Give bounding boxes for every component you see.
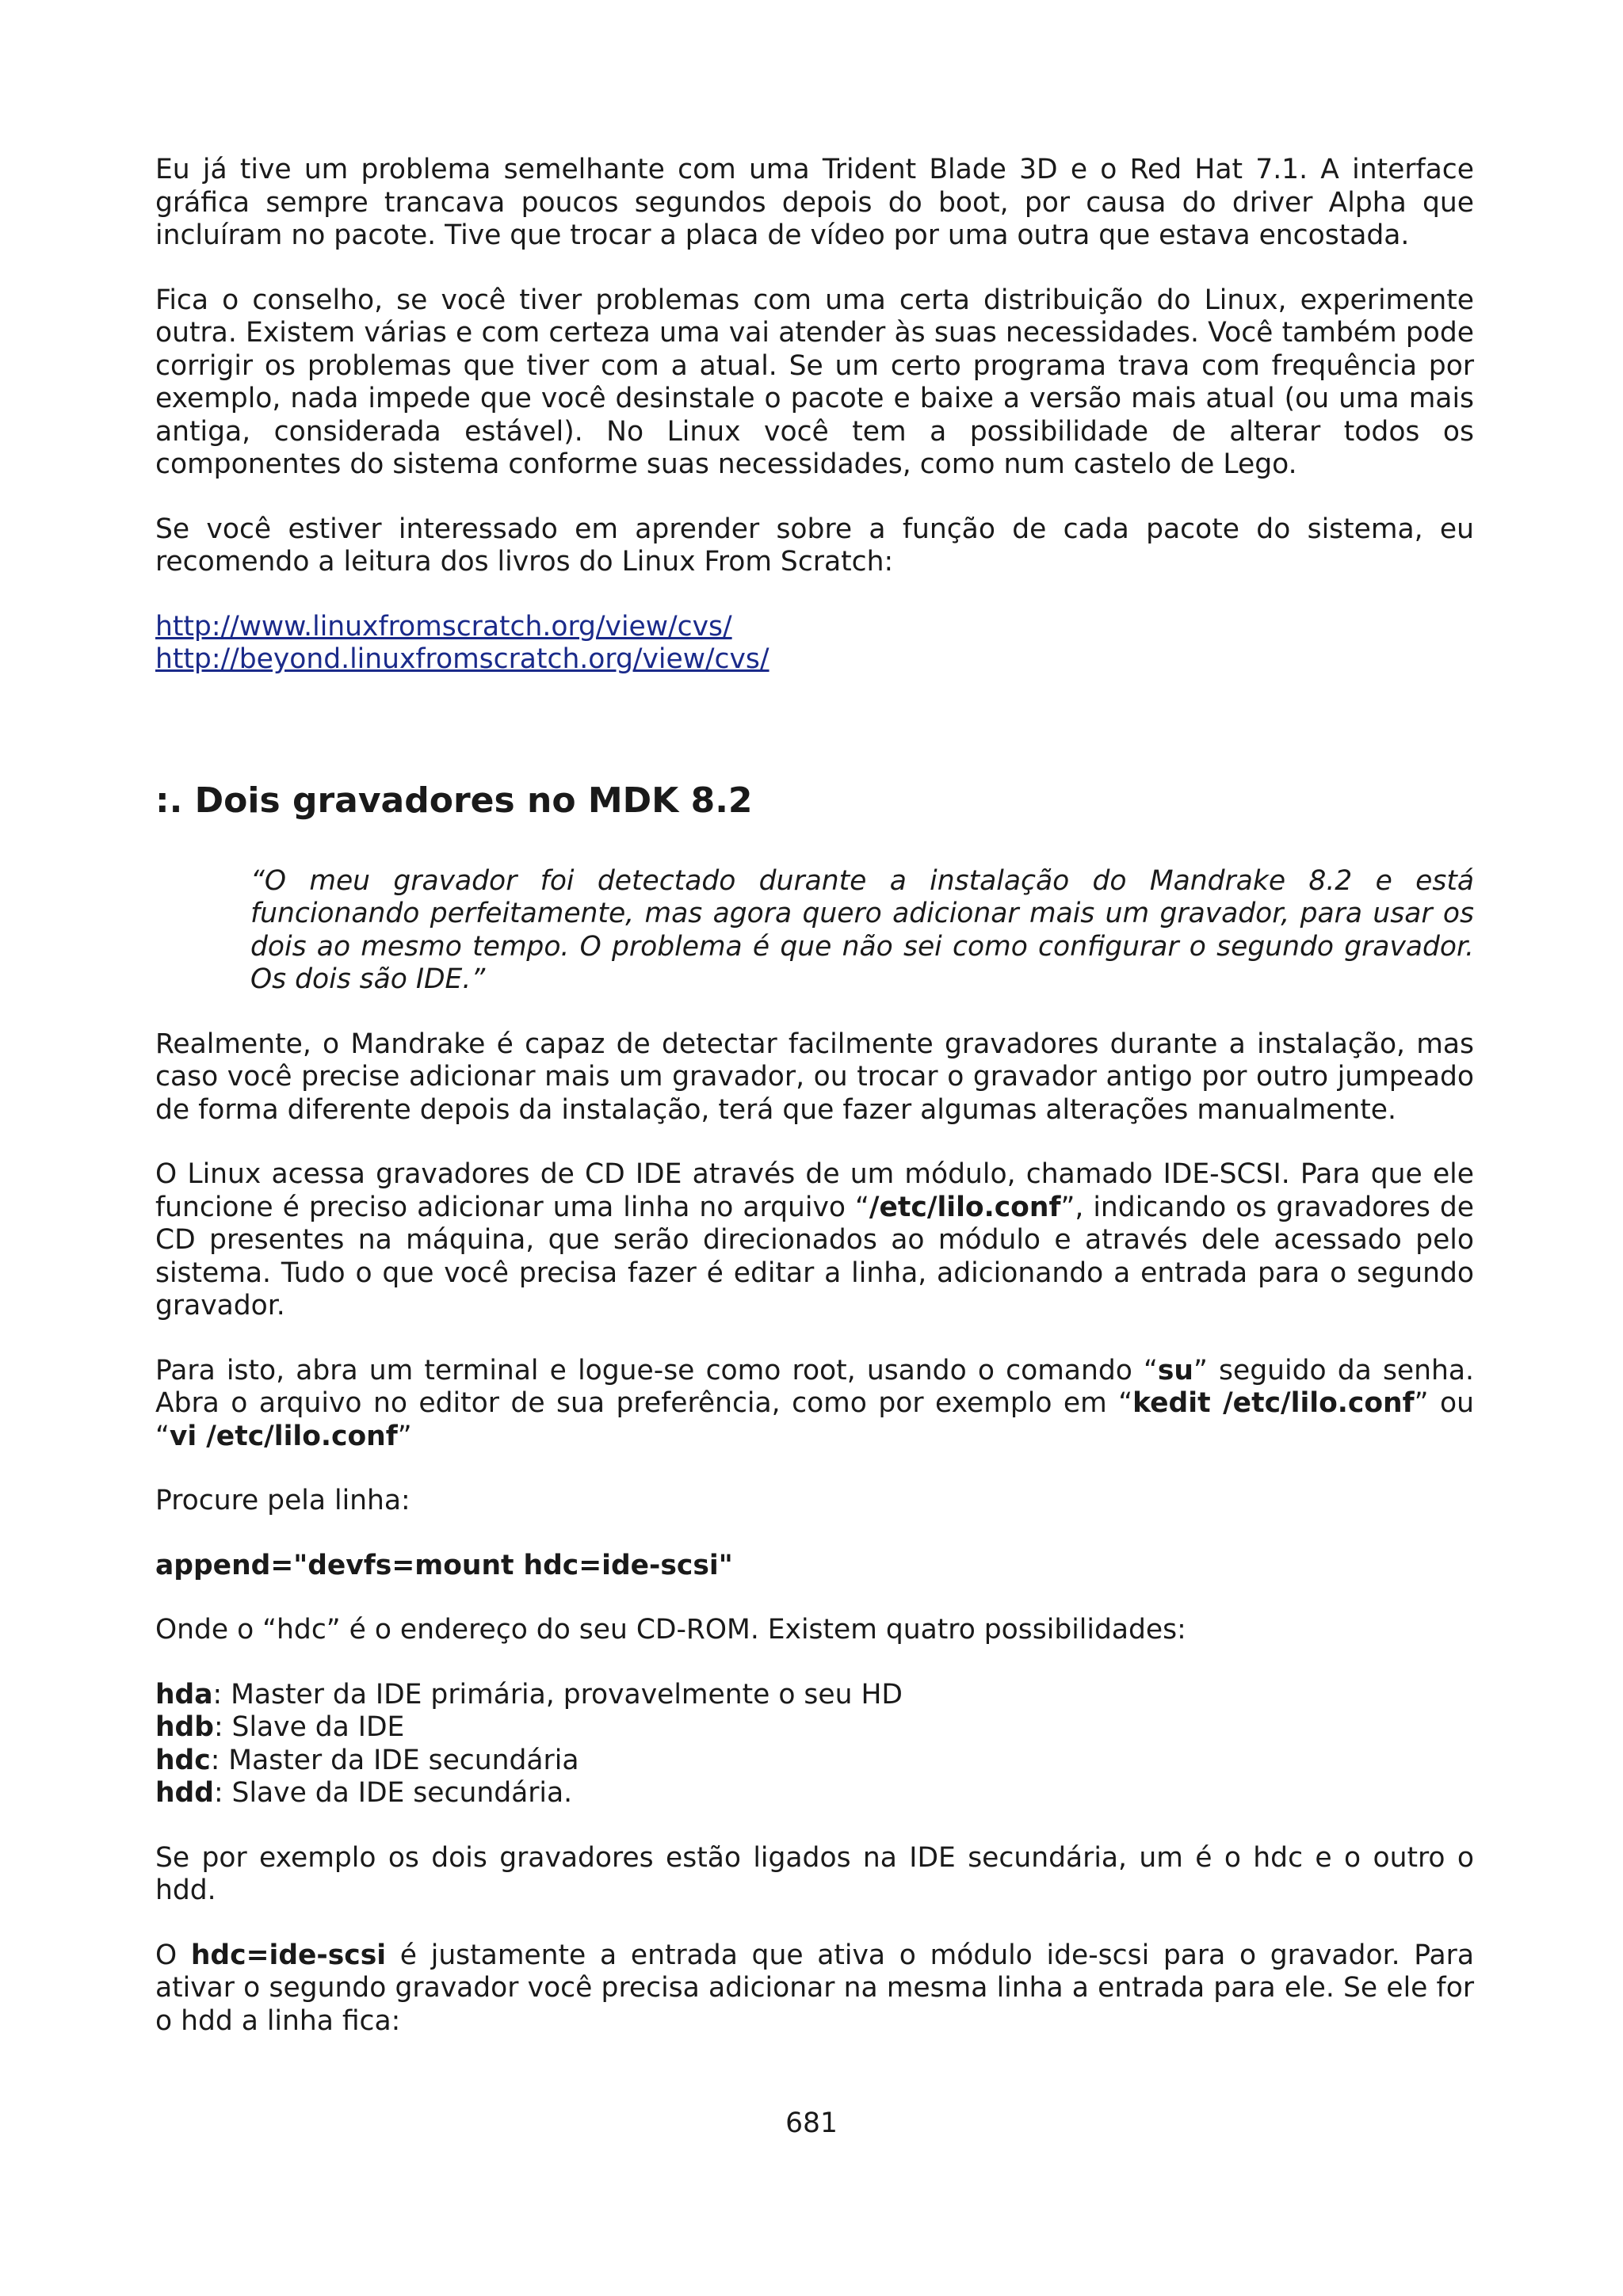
paragraph-conselho: Fica o conselho, se você tiver problemas com uma certa distribuição do Linux, experimente outra. Existem várias e com certeza uma vai atender às suas necessidades. Você também pode corrigir os problemas que tiver com a atual. Se um certo programa trava com frequência por exemplo, nada impede que você desinstale o pacote e baixe a versão mais atual (ou uma mais antiga, considerada estável). No Linux você tem a possibilidade de alterar todos os componentes do sistema conforme suas necessidades, como num castelo de Lego.	[155, 284, 1474, 480]
link-list	[155, 611, 1474, 677]
page-number: 681	[785, 2107, 838, 2139]
link-beyond-linuxfromscratch[interactable]: http://beyond.linuxfromscratch.org/view/cvs/	[155, 643, 769, 675]
device-desc: : Slave da IDE	[213, 1711, 405, 1743]
device-name: hdd	[155, 1777, 214, 1809]
bold-hdc-ide-scsi: hdc=ide-scsi	[190, 1939, 387, 1971]
device-name: hdb	[155, 1711, 214, 1743]
text-segment: ”, indicando os gravadores de CD presentes na máquina, que serão direcionados ao módulo e através dele acessado pelo sistema. Tudo o que você precisa fazer é editar a linha, adicionando a entrada para o segundo gravador.	[155, 1191, 1474, 1322]
device-name: hda	[155, 1678, 213, 1711]
device-item	[155, 1777, 1474, 1810]
text-segment: Para isto, abra um terminal e logue-se como root, usando o comando “	[155, 1354, 1158, 1386]
device-item	[155, 1679, 1474, 1712]
section-title: :. Dois gravadores no MDK 8.2	[155, 780, 753, 821]
paragraph-realmente: Realmente, o Mandrake é capaz de detectar facilmente gravadores durante a instalação, mas caso você precise adicionar mais um gravador, ou trocar o gravador antigo por outro jumpeado de forma diferente depois da instalação, terá que fazer algumas alterações manualmente.	[155, 1028, 1474, 1126]
paragraph-hdc	[155, 1939, 1474, 2039]
text-segment: ”	[397, 1420, 412, 1452]
text-segment: é justamente a entrada que ativa o módulo ide-scsi para o gravador. Para ativar o segundo gravador você precisa adicionar na mesma linha a entrada para ele. Se ele for o hdd a linha fica:	[155, 1939, 1474, 2037]
device-desc: : Slave da IDE secundária.	[213, 1777, 573, 1809]
bold-command-kedit: kedit /etc/lilo.conf	[1132, 1387, 1415, 1419]
quote-question: “O meu gravador foi detectado durante a instalação do Mandrake 8.2 e está funcionando perfeitamente, mas agora quero adicionar mais um gravador, para usar os dois ao mesmo tempo. O problema é que não sei como configurar o segundo gravador. Os dois são IDE.”	[250, 864, 1474, 995]
paragraph-interessado: Se você estiver interessado em aprender sobre a função de cada pacote do sistema, eu recomendo a leitura dos livros do Linux From Scratch:	[155, 513, 1474, 578]
device-name: hdc	[155, 1744, 211, 1776]
code-append-line: append="devfs=mount hdc=ide-scsi"	[155, 1549, 733, 1581]
page-content	[155, 154, 1474, 2069]
bold-path: /etc/lilo.conf	[869, 1191, 1061, 1223]
paragraph-procure: Procure pela linha:	[155, 1485, 411, 1516]
link-linuxfromscratch[interactable]: http://www.linuxfromscratch.org/view/cvs/	[155, 610, 732, 643]
text-segment: O Linux acessa gravadores de CD IDE através de um módulo, chamado IDE-SCSI. Para que ele funcione é preciso adicionar uma linha no arquivo “	[155, 1158, 1474, 1223]
paragraph-ide-scsi	[155, 1158, 1474, 1323]
paragraph-exemplo: Se por exemplo os dois gravadores estão ligados na IDE secundária, um é o hdc e o outro o hdd.	[155, 1841, 1474, 1906]
device-list	[155, 1679, 1474, 1810]
device-desc: : Master da IDE primária, provavelmente o seu HD	[212, 1678, 903, 1711]
bold-command-vi: vi /etc/lilo.conf	[169, 1420, 398, 1452]
text-segment: O	[155, 1939, 191, 1971]
device-desc: : Master da IDE secundária	[210, 1744, 579, 1776]
paragraph-terminal	[155, 1355, 1474, 1454]
device-item	[155, 1711, 1474, 1745]
device-item	[155, 1745, 1474, 1778]
paragraph-onde: Onde o “hdc” é o endereço do seu CD-ROM. Existem quatro possibilidades:	[155, 1614, 1186, 1646]
text-segment: ” seguido da senha. Abra o arquivo no editor de sua preferência, como por exemplo em “	[155, 1354, 1474, 1419]
paragraph-trident: Eu já tive um problema semelhante com uma Trident Blade 3D e o Red Hat 7.1. A interface gráfica sempre trancava poucos segundos depois do boot, por causa do driver Alpha que incluíram no pacote. Tive que trocar a placa de vídeo por uma outra que estava encostada.	[155, 154, 1474, 251]
bold-command-su: su	[1157, 1354, 1193, 1386]
text-segment: ” ou “	[155, 1387, 1474, 1452]
